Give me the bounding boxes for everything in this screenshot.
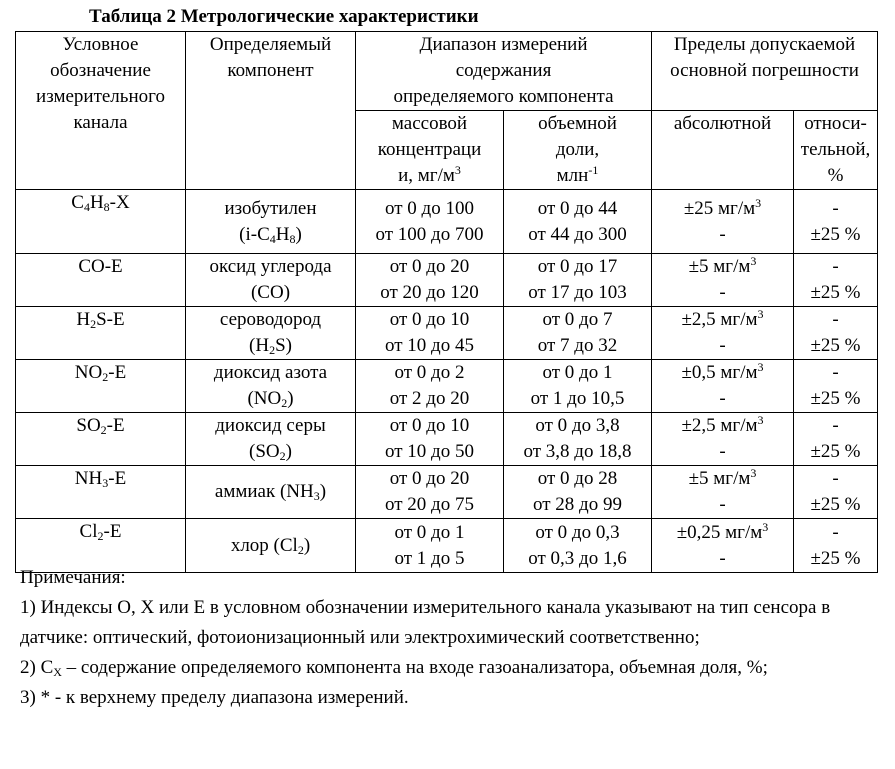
table-row <box>16 307 878 360</box>
notes-section <box>20 563 888 713</box>
table-row <box>16 466 878 519</box>
mass-range-cell: от 0 до 20 от 20 до 120 <box>356 254 504 307</box>
component-cell: диоксид азота $(NO_2)$ <box>186 360 356 413</box>
channel-cell: CO-E <box>16 254 186 307</box>
header-range: Диапазон измерений содержания определяемого компонента <box>356 32 652 111</box>
component-cell: оксид углерода (CO) <box>186 254 356 307</box>
header-volume-fraction: объемной доли, млн$^{-1}$ <box>504 111 652 190</box>
component-cell: аммиак $(NH_3)$ <box>186 466 356 519</box>
mass-range-cell: от 0 до 10 от 10 до 45 <box>356 307 504 360</box>
component-cell: изобутилен $(i-C_4H_8)$ <box>186 190 356 254</box>
table-row <box>16 360 878 413</box>
component-cell: диоксид серы $(SO_2)$ <box>186 413 356 466</box>
note-3: 3) * - к верхнему пределу диапазона измерений. <box>20 687 409 708</box>
table-row <box>16 190 878 254</box>
absolute-error-cell: ±25 $мг/м^3$ - <box>652 190 794 254</box>
mass-range-cell: от 0 до 2 от 2 до 20 <box>356 360 504 413</box>
metrological-table <box>15 31 878 573</box>
component-cell: сероводород $(H_2S)$ <box>186 307 356 360</box>
relative-error-cell: - ±25 % <box>794 519 878 573</box>
absolute-error-cell: ±0,25 $мг/м^3$ - <box>652 519 794 573</box>
note-2: 2) $C_X$ – содержание определяемого компонента на входе газоанализатора, объемная доля, %; <box>20 657 768 679</box>
channel-cell: $H_2S-E$ <box>16 307 186 360</box>
table-row <box>16 413 878 466</box>
volume-range-cell: от 0 до 17 от 17 до 103 <box>504 254 652 307</box>
component-cell: хлор $(Cl_2)$ <box>186 519 356 573</box>
mass-range-cell: от 0 до 10 от 10 до 50 <box>356 413 504 466</box>
notes-heading: Примечания: <box>20 567 126 588</box>
volume-range-cell: от 0 до 3,8 от 3,8 до 18,8 <box>504 413 652 466</box>
volume-range-cell: от 0 до 0,3 от 0,3 до 1,6 <box>504 519 652 573</box>
absolute-error-cell: ±0,5 $мг/м^3$ - <box>652 360 794 413</box>
channel-cell: $C_4H_8-X$ <box>16 190 186 254</box>
header-absolute: абсолютной <box>652 111 794 190</box>
header-channel: Условное обозначение измерительного канала <box>16 32 186 190</box>
volume-range-cell: от 0 до 44 от 44 до 300 <box>504 190 652 254</box>
mass-range-cell: от 0 до 20 от 20 до 75 <box>356 466 504 519</box>
channel-cell: $NO_2-E$ <box>16 360 186 413</box>
volume-range-cell: от 0 до 28 от 28 до 99 <box>504 466 652 519</box>
channel-cell: $Cl_2-E$ <box>16 519 186 573</box>
channel-cell: $NH_3-E$ <box>16 466 186 519</box>
relative-error-cell: - ±25 % <box>794 413 878 466</box>
relative-error-cell: - ±25 % <box>794 466 878 519</box>
note-1: 1) Индексы O, X или E в условном обозначении измерительного канала указывают на тип сенсора в датчике: оптический, фотоионизационный или электрохимический соответственно; <box>20 597 831 648</box>
header-relative: относи- тельной, % <box>794 111 878 190</box>
absolute-error-cell: ±2,5 $мг/м^3$ - <box>652 307 794 360</box>
table-caption: Таблица 2 Метрологические характеристики <box>89 6 479 27</box>
mass-range-cell: от 0 до 100 от 100 до 700 <box>356 190 504 254</box>
header-row-1 <box>16 32 878 111</box>
mass-range-cell: от 0 до 1 от 1 до 5 <box>356 519 504 573</box>
header-mass-concentration: массовой концентраци и, $мг/м^3$ <box>356 111 504 190</box>
absolute-error-cell: ±5 $мг/м^3$ - <box>652 466 794 519</box>
relative-error-cell: - ±25 % <box>794 190 878 254</box>
table-row <box>16 254 878 307</box>
header-error-limits: Пределы допускаемой основной погрешности <box>652 32 878 111</box>
absolute-error-cell: ±2,5 $мг/м^3$ - <box>652 413 794 466</box>
relative-error-cell: - ±25 % <box>794 307 878 360</box>
channel-cell: $SO_2-E$ <box>16 413 186 466</box>
header-component: Определяемый компонент <box>186 32 356 190</box>
relative-error-cell: - ±25 % <box>794 360 878 413</box>
absolute-error-cell: ±5 $мг/м^3$ - <box>652 254 794 307</box>
volume-range-cell: от 0 до 7 от 7 до 32 <box>504 307 652 360</box>
volume-range-cell: от 0 до 1 от 1 до 10,5 <box>504 360 652 413</box>
relative-error-cell: - ±25 % <box>794 254 878 307</box>
